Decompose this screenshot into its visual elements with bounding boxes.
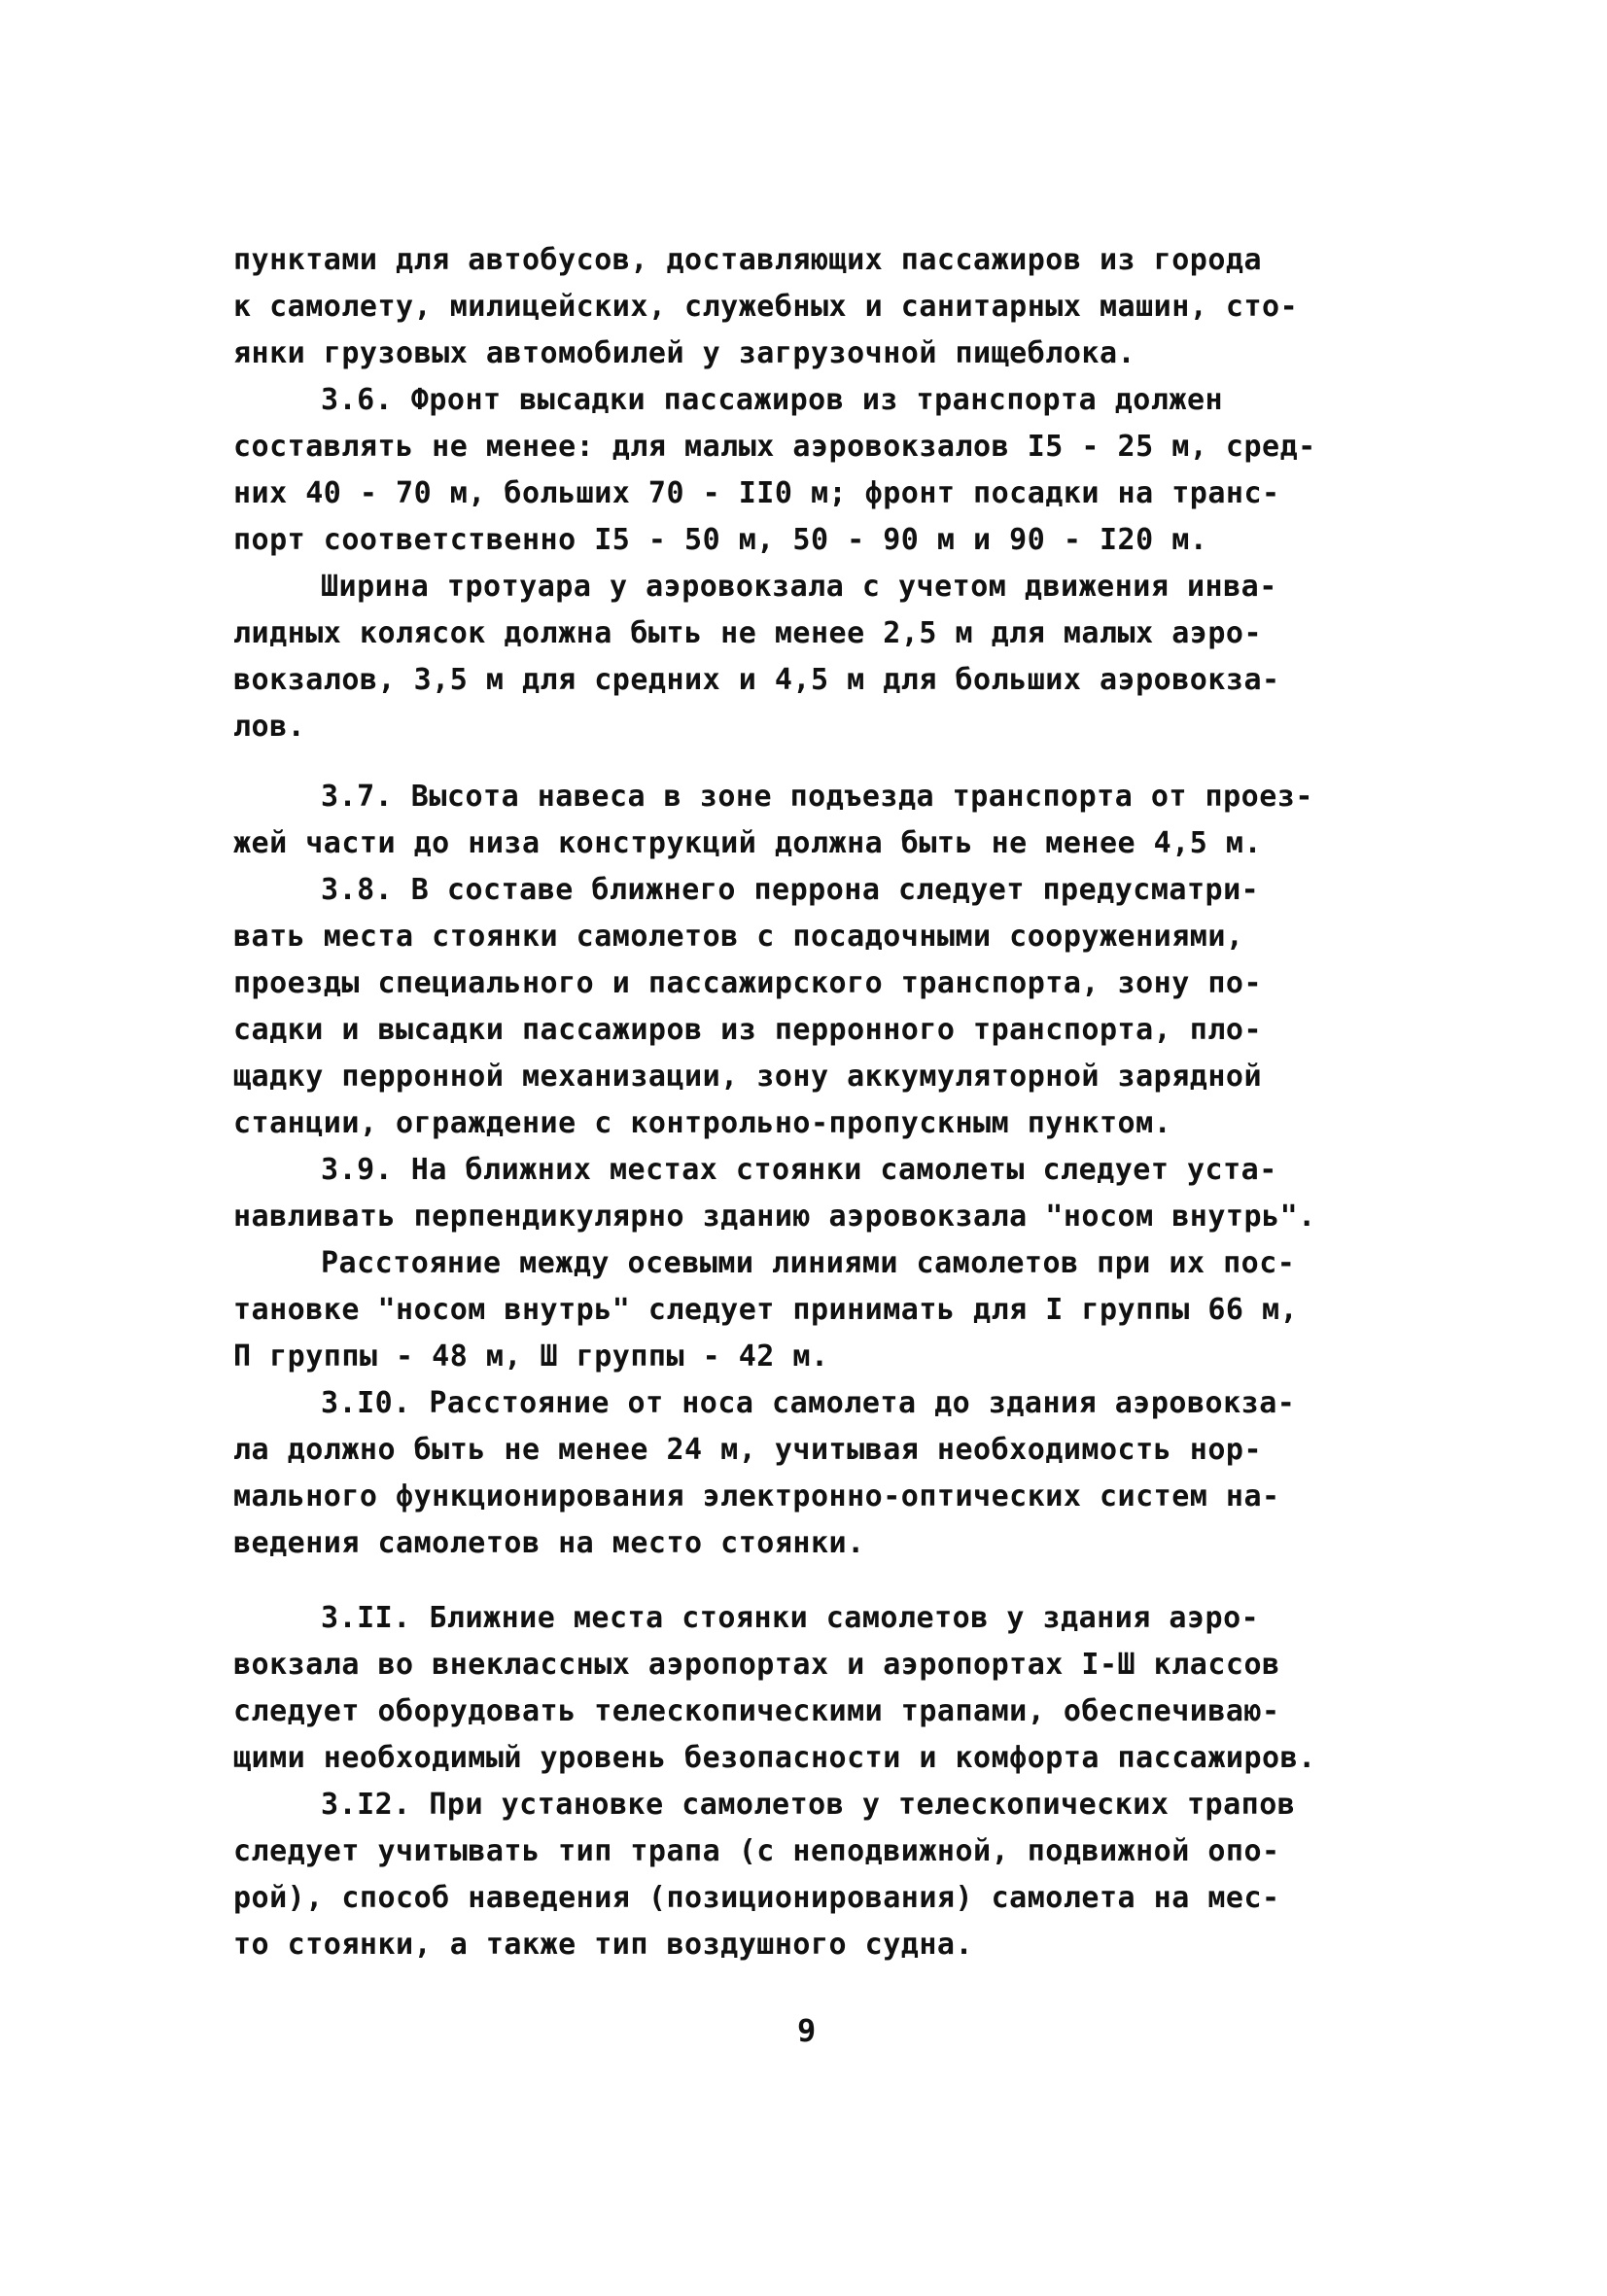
text-line: янки грузовых автомобилей у загрузочной пищеблока.	[233, 336, 1136, 370]
text-line: вокзала во внеклассных аэропортах и аэропортах I-Ш классов	[233, 1648, 1280, 1682]
text-line: мального функционирования электронно-оптических систем на-	[233, 1479, 1280, 1513]
text-line: вокзалов, 3,5 м для средних и 4,5 м для больших аэровокза-	[233, 663, 1280, 697]
text-line: порт соответственно I5 - 50 м, 50 - 90 м и 90 - I20 м.	[233, 523, 1208, 557]
text-line: рой), способ наведения (позиционирования) самолета на мес-	[233, 1881, 1280, 1915]
text-line: 3.I2. При установке самолетов у телескопических трапов	[321, 1788, 1296, 1822]
text-line: тановке "носом внутрь" следует принимать для I группы 66 м,	[233, 1293, 1299, 1327]
text-line: ведения самолетов на место стоянки.	[233, 1526, 865, 1560]
text-line: проезды специального и пассажирского транспорта, зону по-	[233, 966, 1263, 1000]
text-line: жей части до низа конструкций должна быть не менее 4,5 м.	[233, 826, 1263, 860]
text-line: составлять не менее: для малых аэровокзалов I5 - 25 м, сред-	[233, 430, 1316, 464]
text-line: 3.6. Фронт высадки пассажиров из транспорта должен	[321, 383, 1224, 417]
text-line: 3.II. Ближние места стоянки самолетов у здания аэро-	[321, 1601, 1260, 1635]
text-line: навливать перпендикулярно зданию аэровокзала "носом внутрь".	[233, 1200, 1316, 1234]
text-line: 3.8. В составе ближнего перрона следует предусматри-	[321, 873, 1260, 907]
text-line: щими необходимый уровень безопасности и комфорта пассажиров.	[233, 1741, 1316, 1775]
text-line: 3.I0. Расстояние от носа самолета до здания аэровокза-	[321, 1386, 1296, 1420]
text-line: к самолету, милицейских, служебных и санитарных машин, сто-	[233, 290, 1299, 324]
text-line: то стоянки, а также тип воздушного судна.	[233, 1928, 974, 1962]
text-line: лидных колясок должна быть не менее 2,5 м для малых аэро-	[233, 616, 1263, 650]
text-line: П группы - 48 м, Ш группы - 42 м.	[233, 1339, 829, 1374]
text-line: Расстояние между осевыми линиями самолетов при их пос-	[321, 1246, 1296, 1280]
text-line: вать места стоянки самолетов с посадочными сооружениями,	[233, 920, 1244, 954]
text-line: них 40 - 70 м, больших 70 - II0 м; фронт посадки на транс-	[233, 476, 1280, 510]
text-line: 3.9. На ближних местах стоянки самолеты следует уста-	[321, 1153, 1277, 1187]
text-line: лов.	[233, 710, 306, 744]
text-line: ла должно быть не менее 24 м, учитывая необходимость нор-	[233, 1433, 1263, 1467]
text-line: садки и высадки пассажиров из перронного транспорта, пло-	[233, 1013, 1263, 1047]
text-line: следует учитывать тип трапа (с неподвижной, подвижной опо-	[233, 1834, 1280, 1868]
text-line: 3.7. Высота навеса в зоне подъезда транспорта от проез-	[321, 780, 1313, 814]
text-line: станции, ограждение с контрольно-пропускным пунктом.	[233, 1106, 1172, 1140]
text-line: Ширина тротуара у аэровокзала с учетом движения инва-	[321, 570, 1277, 604]
text-line: пунктами для автобусов, доставляющих пассажиров из города	[233, 243, 1263, 277]
text-line: следует оборудовать телескопическими трапами, обеспечиваю-	[233, 1694, 1280, 1728]
page-number: 9	[797, 2012, 817, 2049]
text-line: щадку перронной механизации, зону аккумуляторной зарядной	[233, 1060, 1263, 1094]
